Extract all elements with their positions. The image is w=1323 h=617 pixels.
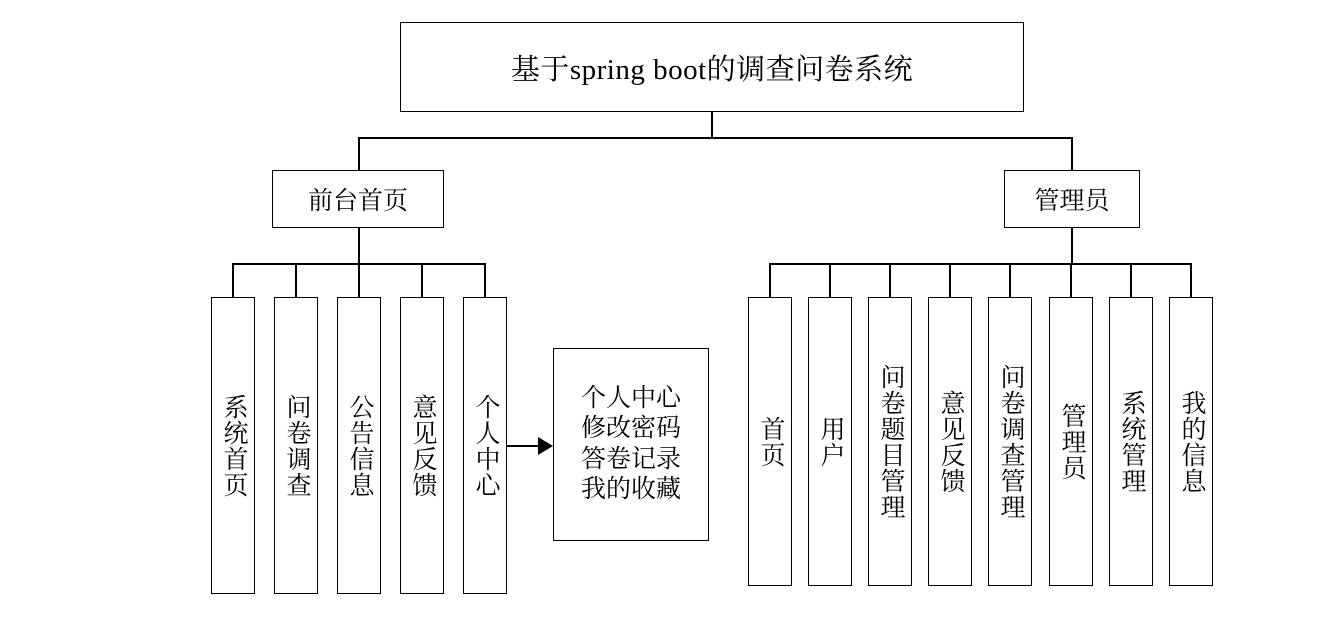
branch-node-admin-label: 管理员 xyxy=(1034,188,1110,215)
frontend-drop-3 xyxy=(358,263,360,298)
admin-drop-8 xyxy=(1190,263,1192,298)
frontend-stem-connector xyxy=(358,228,360,264)
frontend-leaf-label: 系统首页 xyxy=(220,393,247,498)
root-node-label: 基于spring boot的调查问卷系统 xyxy=(510,53,914,86)
admin-leaf-label: 问卷调查管理 xyxy=(997,363,1024,520)
personal-center-arrow-line xyxy=(507,445,540,447)
admin-drop-7 xyxy=(1130,263,1132,298)
admin-leaf-label: 首页 xyxy=(757,415,784,468)
admin-drop-6 xyxy=(1070,263,1072,298)
admin-leaf-label: 系统管理 xyxy=(1118,389,1145,494)
root-stem-connector xyxy=(711,112,713,138)
admin-leaf-label: 问卷题目管理 xyxy=(877,363,904,520)
frontend-leaf-label: 意见反馈 xyxy=(409,393,436,498)
admin-leaf-home xyxy=(748,297,792,586)
frontend-leaf-label: 个人中心 xyxy=(472,393,499,498)
detail-line: 个人中心 xyxy=(580,384,681,412)
admin-drop-3 xyxy=(889,263,891,298)
admin-leaf-question-management xyxy=(868,297,912,586)
admin-leaf-survey-management xyxy=(988,297,1032,586)
admin-leaf-administrator xyxy=(1049,297,1093,586)
branch-node-admin xyxy=(1004,170,1140,228)
admin-leaf-system-management xyxy=(1109,297,1153,586)
frontend-drop-4 xyxy=(421,263,423,298)
frontend-leaf-personal-center xyxy=(463,297,507,594)
frontend-leaf-announcement-info xyxy=(337,297,381,594)
detail-line: 修改密码 xyxy=(580,415,681,442)
admin-leaf-feedback xyxy=(928,297,972,586)
frontend-leaf-label: 公告信息 xyxy=(346,393,373,498)
admin-bus-connector xyxy=(769,263,1190,265)
admin-branch-connector xyxy=(1071,137,1073,170)
frontend-drop-1 xyxy=(232,263,234,298)
branch-bus-connector xyxy=(358,137,1072,139)
admin-leaf-label: 意见反馈 xyxy=(937,389,964,494)
admin-drop-2 xyxy=(829,263,831,298)
admin-leaf-user xyxy=(808,297,852,586)
frontend-leaf-questionnaire-survey xyxy=(274,297,318,594)
admin-stem-connector xyxy=(1071,228,1073,264)
admin-leaf-label: 管理员 xyxy=(1058,402,1085,481)
frontend-leaf-label: 问卷调查 xyxy=(283,393,310,498)
admin-drop-1 xyxy=(769,263,771,298)
admin-leaf-my-info xyxy=(1169,297,1213,586)
personal-center-arrow-head xyxy=(538,437,553,455)
admin-drop-5 xyxy=(1009,263,1011,298)
detail-line: 我的收藏 xyxy=(580,476,681,503)
admin-leaf-label: 我的信息 xyxy=(1178,389,1205,494)
admin-drop-4 xyxy=(949,263,951,298)
branch-node-frontend-label: 前台首页 xyxy=(307,188,408,215)
admin-leaf-label: 用户 xyxy=(817,415,844,468)
detail-line: 答卷记录 xyxy=(580,445,681,473)
personal-center-detail-box xyxy=(553,348,709,541)
frontend-branch-connector xyxy=(358,137,360,170)
frontend-leaf-feedback xyxy=(400,297,444,594)
frontend-leaf-system-home xyxy=(211,297,255,594)
frontend-drop-5 xyxy=(484,263,486,298)
branch-node-frontend xyxy=(272,170,444,228)
frontend-drop-2 xyxy=(295,263,297,298)
root-node xyxy=(400,22,1024,112)
